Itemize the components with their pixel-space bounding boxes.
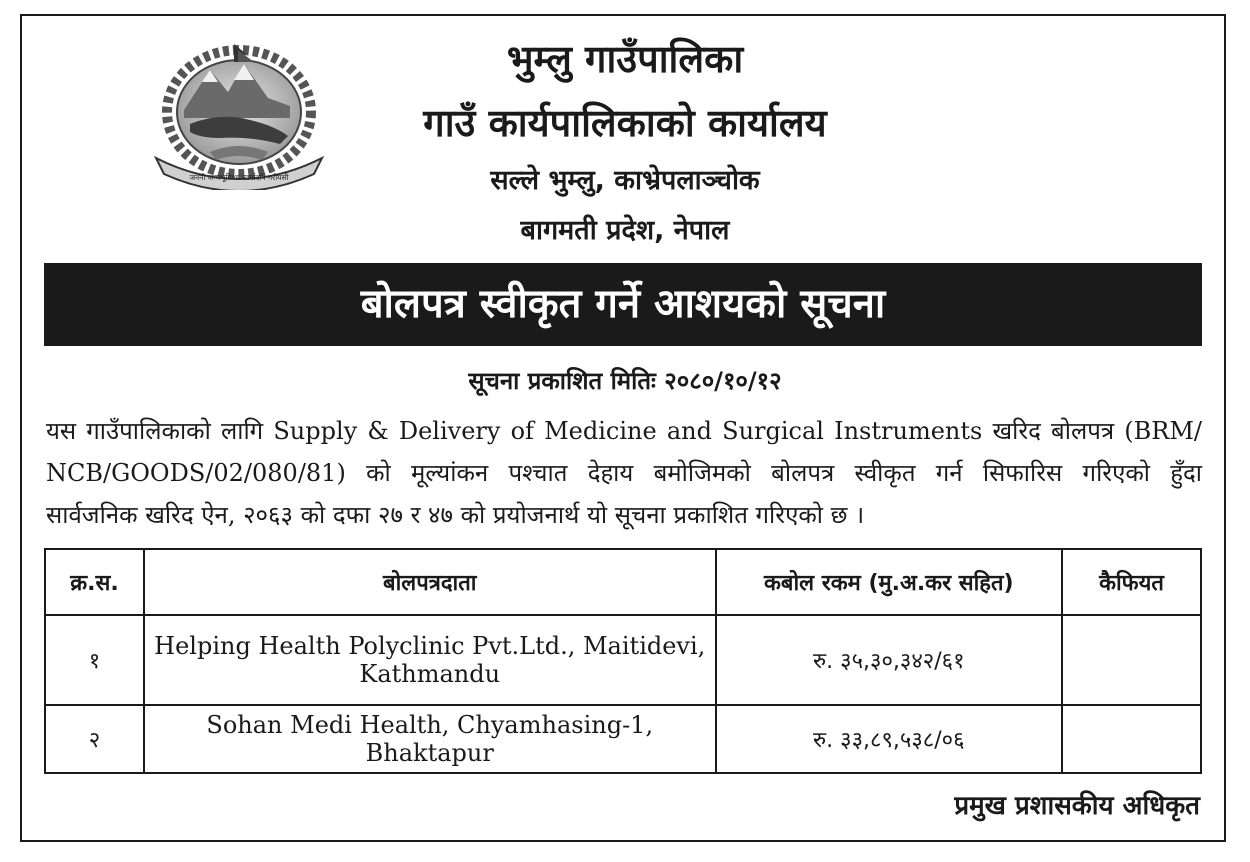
row-bidder: Helping Health Polyclinic Pvt.Ltd., Maitidevi, Kathmandu — [144, 615, 716, 705]
bid-table — [44, 548, 1202, 774]
published-date: सूचना प्रकाशित मितिः २०८०/१०/१२ — [468, 367, 782, 395]
row-serial: १ — [45, 615, 144, 705]
office-province: बागमती प्रदेश, नेपाल — [520, 215, 730, 246]
notice-body-line: सार्वजनिक खरिद ऐन, २०६३ को दफा २७ र ४७ को प्रयोजनार्थ यो सूचना प्रकाशित गरिएको छ । — [46, 501, 865, 529]
row-amount: रु. ३३,८९,५३८/०६ — [716, 705, 1062, 773]
table-row — [45, 705, 1201, 773]
office-name: गाउँ कार्यपालिकाको कार्यालय — [423, 101, 827, 145]
header-amount: कबोल रकम (मु.अ.कर सहित) — [716, 549, 1062, 615]
signature-title: प्रमुख प्रशासकीय अधिकृत — [954, 791, 1200, 821]
row-remarks — [1062, 615, 1201, 705]
row-amount: रु. ३५,३०,३४२/६१ — [716, 615, 1062, 705]
header-serial: क्र.स. — [45, 549, 144, 615]
emblem-motto: जननी जन्मभूमिश्च स्वर्गादपि गरीयसी — [189, 173, 289, 182]
table-row — [45, 615, 1201, 705]
row-remarks — [1062, 705, 1201, 773]
header-remarks: कैफियत — [1062, 549, 1201, 615]
row-serial: २ — [45, 705, 144, 773]
row-bidder: Sohan Medi Health, Chyamhasing-1, Bhaktapur — [144, 705, 716, 773]
notice-title: बोलपत्र स्वीकृत गर्ने आशयको सूचना — [44, 263, 1202, 346]
table-header-row — [45, 549, 1201, 615]
notice-body — [46, 410, 1202, 536]
header-bidder: बोलपत्रदाता — [144, 549, 716, 615]
notice-body-line: यस गाउँपालिकाको लागि Supply & Delivery of Medicine and Surgical Instruments खरिद बोलपत्र (BRM/ — [46, 417, 1202, 445]
notice-body-line: NCB/GOODS/02/080/81) को मूल्यांकन पश्चात देहाय बमोजिमको बोलपत्र स्वीकृत गर्न सिफारिस गरिएको हुँदा — [46, 459, 1202, 487]
office-address: सल्ले भुम्लु, काभ्रेपलाञ्चोक — [490, 165, 760, 196]
municipality-name: भुम्लु गाउँपालिका — [506, 37, 744, 81]
